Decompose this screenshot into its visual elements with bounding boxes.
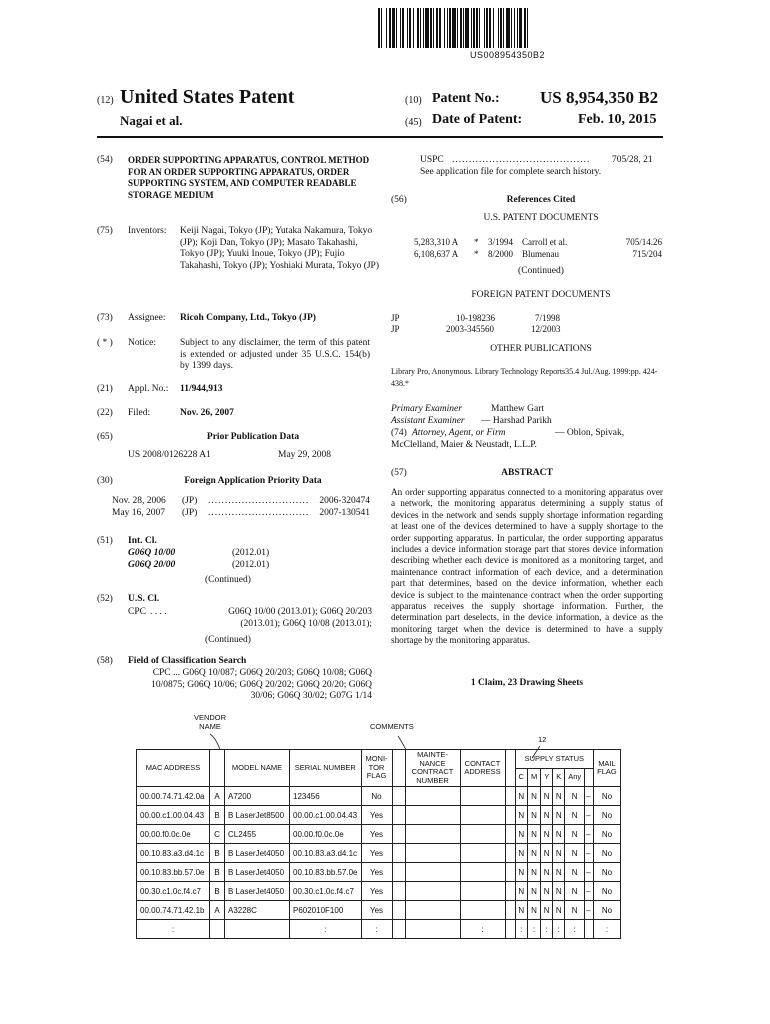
- table-row: [137, 806, 621, 825]
- table-row: [137, 787, 621, 806]
- ellipsis-cell: [392, 920, 405, 939]
- code-21: (21): [97, 384, 113, 394]
- ellipsis-cell: [225, 920, 290, 939]
- supply-more-cell: –: [585, 863, 594, 882]
- supply-y-header: Y: [541, 768, 553, 787]
- ellipsis-cell: :: [594, 920, 621, 939]
- assignee: Ricoh Company, Ltd., Tokyo (JP): [180, 313, 316, 323]
- barcode-gap: [528, 8, 530, 48]
- ellipsis-cell: :: [565, 920, 585, 939]
- foreign-priority-title: Foreign Application Priority Data: [184, 476, 322, 486]
- patent-no-label: Patent No.:: [432, 91, 500, 106]
- vendor-cell: A: [210, 787, 225, 806]
- mac-address-cell: 00.10.83.a3.d4.1c: [137, 844, 210, 863]
- code-notice: ( * ): [97, 338, 113, 348]
- supply-status-cell: N: [553, 787, 565, 806]
- document-type: United States Patent: [120, 86, 295, 108]
- leader-dots: ..............................: [208, 496, 310, 506]
- vendor-cell: B: [210, 806, 225, 825]
- see-application: See application file for complete search history.: [420, 167, 602, 177]
- maintenance-contract-cell: [405, 806, 460, 825]
- mac-address-cell: 00.00.f0.0c.0e: [137, 825, 210, 844]
- contact-address-cell: [460, 901, 505, 920]
- table-row: [137, 901, 621, 920]
- serial-number-cell: 00.30.c1.0c.f4.c7: [290, 882, 362, 901]
- us-doc-date: 8/2000: [488, 249, 514, 259]
- cpc-text: G06Q 10/00 (2013.01); G06Q 20/203 (2013.01); G06Q 10/08 (2013.01);: [228, 607, 372, 629]
- model-name-cell: A7200: [225, 787, 290, 806]
- intcl-title: Int. Cl.: [128, 536, 157, 546]
- supply-status-cell: N: [515, 901, 527, 920]
- vendor-leader-line: [210, 734, 220, 750]
- maintenance-contract-cell: [405, 844, 460, 863]
- abstract-text: An order supporting apparatus connected to a monitoring apparatus over a network, the monitoring apparatus determining a supply status of devices in the network and sends supply shortage information regarding at least one of the devices determined to have a supply shortage to the order supporting apparatus. In particular, the order supporting apparatus includes a device information storage part that stores device information describing whether each device is monitored as a monitoring target, and maintenance contract information of each device, and a determination part that determines, based on the device information, whether each device is subject to the maintenance contract when the order supporting apparatus receives the supply shortage information. Further, the determination part deselects, in the device information, a device as the monitoring target when the device is determined to have a supply shortage by the monitoring apparatus.: [391, 487, 663, 646]
- mail-flag-cell: No: [594, 901, 621, 920]
- patent-number: US 8,954,350 B2: [540, 88, 659, 107]
- mail-flag-cell: No: [594, 825, 621, 844]
- supply-status-cell: N: [515, 787, 527, 806]
- foreign-doc-date: 12/2003: [531, 324, 561, 334]
- claims-drawing-sheets: 1 Claim, 23 Drawing Sheets: [470, 678, 584, 688]
- inventors-short: Nagai et al.: [120, 113, 183, 128]
- us-doc-mark: *: [474, 237, 479, 247]
- vendor-cell: C: [210, 825, 225, 844]
- spacer-cell: [505, 825, 515, 844]
- monitor-flag-cell: Yes: [361, 863, 392, 882]
- code-52: (52): [97, 594, 113, 604]
- code-57: (57): [391, 468, 407, 478]
- supply-status-header: SUPPLY STATUS: [515, 750, 594, 769]
- contact-address-cell: [460, 882, 505, 901]
- foreign-priority-row: [112, 508, 370, 520]
- us-doc-class: 715/204: [632, 249, 662, 259]
- code-73: (73): [97, 313, 113, 323]
- serial-number-cell: 00.10.83.a3.d4.1c: [290, 844, 362, 863]
- monitor-flag-header: MONI- TOR FLAG: [361, 750, 392, 787]
- inventors: Keiji Nagai, Tokyo (JP); Yutaka Nakamura, Tokyo (JP); Koji Dan, Tokyo (JP); Masato Takahashi, Tokyo (JP); Yuuki Inoue, Tokyo (JP); Fujio Takahashi, Tokyo (JP); Yoshiaki Murata, Tokyo (JP): [180, 226, 379, 271]
- prior-pub-title: Prior Publication Data: [206, 432, 300, 442]
- uspc-label: USPC: [420, 155, 444, 165]
- primary-examiner-label: Primary Examiner: [391, 404, 462, 414]
- contact-address-cell: [460, 825, 505, 844]
- supply-k-header: K: [553, 768, 565, 787]
- us-doc-name: Blumenau: [522, 249, 559, 259]
- model-name-cell: B LaserJet4050: [225, 863, 290, 882]
- us-doc-class: 705/14.26: [625, 237, 662, 247]
- supply-status-cell: N: [527, 825, 540, 844]
- table-header-row: [137, 750, 621, 769]
- supply-status-cell: N: [527, 863, 540, 882]
- mac-address-cell: 00.00.74.71.42.0a: [137, 787, 210, 806]
- vendor-cell: B: [210, 844, 225, 863]
- comments-cell: [392, 825, 405, 844]
- comments-cell: [392, 806, 405, 825]
- contact-address-cell: [460, 863, 505, 882]
- header-rule: [97, 136, 663, 138]
- us-docs-continued: (Continued): [518, 266, 564, 276]
- ellipsis-cell: :: [361, 920, 392, 939]
- us-doc-date: 3/1994: [488, 237, 514, 247]
- us-docs-title: U.S. PATENT DOCUMENTS: [483, 213, 599, 223]
- supply-status-cell: N: [565, 787, 585, 806]
- monitor-flag-cell: Yes: [361, 844, 392, 863]
- code-45: (45): [405, 117, 422, 128]
- supply-status-cell: N: [527, 806, 540, 825]
- spacer-cell: [505, 882, 515, 901]
- supply-more-cell: –: [585, 806, 594, 825]
- primary-examiner: Matthew Gart: [491, 404, 545, 414]
- supply-any-header: Any: [565, 768, 585, 787]
- model-name-cell: CL2455: [225, 825, 290, 844]
- attorney: — Oblon, Spivak, McClelland, Maier & Neustadt, L.L.P.: [391, 428, 625, 450]
- prior-pub-number: US 2008/0126228 A1: [128, 450, 211, 460]
- field-search-text: CPC ... G06Q 10/087; G06Q 20/203; G06Q 10/08; G06Q 10/0875; G06Q 10/06; G06Q 20/202; G06Q 20/20; G06Q 30/06; G06Q 30/02; G07G 1/14: [151, 668, 372, 701]
- supply-status-cell: N: [515, 825, 527, 844]
- us-doc-mark: *: [474, 249, 479, 259]
- foreign-doc-country: JP: [391, 313, 400, 323]
- monitor-flag-cell: No: [361, 787, 392, 806]
- monitor-flag-cell: Yes: [361, 806, 392, 825]
- ellipsis-cell: [585, 920, 594, 939]
- mail-flag-cell: No: [594, 844, 621, 863]
- leader-dots: .........................................: [452, 155, 591, 165]
- comments-cell: [392, 863, 405, 882]
- spacer-cell: [505, 806, 515, 825]
- mac-address-cell: 00.00.74.71.42.1b: [137, 901, 210, 920]
- supply-status-cell: N: [527, 787, 540, 806]
- foreign-doc-number: 2003-345560: [446, 324, 494, 334]
- serial-number-cell: P602010F100: [290, 901, 362, 920]
- supply-status-cell: N: [527, 882, 540, 901]
- spacer-cell: [505, 901, 515, 920]
- supply-status-cell: N: [541, 787, 553, 806]
- maintenance-contract-cell: [405, 901, 460, 920]
- supply-status-cell: N: [527, 844, 540, 863]
- supply-status-cell: N: [553, 844, 565, 863]
- supply-status-cell: N: [515, 863, 527, 882]
- spacer-cell: [505, 844, 515, 863]
- supply-status-cell: N: [527, 901, 540, 920]
- comments-label: COMMENTS: [370, 722, 414, 731]
- inventors-label: Inventors:: [128, 226, 167, 236]
- mac-address-cell: 00.10.83.bb.57.0e: [137, 863, 210, 882]
- mail-flag-cell: No: [594, 787, 621, 806]
- supply-status-cell: N: [541, 863, 553, 882]
- ellipsis-row: [137, 920, 621, 939]
- ellipsis-cell: :: [290, 920, 362, 939]
- ellipsis-cell: [210, 920, 225, 939]
- mail-flag-cell: No: [594, 806, 621, 825]
- device-information-table: [136, 749, 621, 939]
- serial-number-cell: 123456: [290, 787, 362, 806]
- patent-date: Feb. 10, 2015: [578, 112, 657, 127]
- model-name-cell: B LaserJet4050: [225, 882, 290, 901]
- notice: Subject to any disclaimer, the term of this patent is extended or adjusted under 35 U.S.C. 154(b) by 1399 days.: [180, 338, 370, 371]
- filed-label: Filed:: [128, 408, 151, 418]
- supply-more-cell: –: [585, 882, 594, 901]
- model-name-cell: B LaserJet8500: [225, 806, 290, 825]
- ref-numeral-12: 12: [538, 735, 547, 744]
- ellipsis-cell: :: [137, 920, 210, 939]
- supply-m-header: M: [527, 768, 540, 787]
- intcl-code: G06Q 10/00: [128, 548, 176, 558]
- supply-status-cell: N: [541, 825, 553, 844]
- supply-status-cell: N: [553, 901, 565, 920]
- supply-status-cell: N: [553, 806, 565, 825]
- supply-more-cell: –: [585, 787, 594, 806]
- supply-status-cell: N: [553, 825, 565, 844]
- code-65: (65): [97, 432, 113, 442]
- supply-status-cell: N: [565, 882, 585, 901]
- priority-country: (JP): [182, 496, 198, 506]
- spacer-header: [505, 750, 515, 787]
- serial-number-cell: 00.00.c1.00.04.43: [290, 806, 362, 825]
- vendor-cell: A: [210, 901, 225, 920]
- ellipsis-cell: :: [541, 920, 553, 939]
- contact-address-cell: [460, 787, 505, 806]
- maintenance-contract-cell: [405, 882, 460, 901]
- uspc-value: 705/28, 21: [612, 155, 653, 165]
- comments-cell: [392, 844, 405, 863]
- supply-status-cell: N: [553, 882, 565, 901]
- priority-number: 2006-320474: [319, 496, 370, 506]
- monitor-flag-cell: Yes: [361, 825, 392, 844]
- abstract-title: ABSTRACT: [501, 468, 553, 478]
- intcl-code: G06Q 20/00: [128, 560, 176, 570]
- appl-label: Appl. No.:: [128, 384, 169, 394]
- other-pubs-text: Library Pro, Anonymous. Library Technology Reports35.4 Jul./Aug. 1999:pp. 424-438.*: [391, 367, 658, 388]
- prior-pub-date: May 29, 2008: [278, 450, 332, 460]
- spacer-cell: [505, 787, 515, 806]
- cpc-label: CPC: [128, 607, 146, 617]
- comments-cell: [392, 882, 405, 901]
- supply-status-cell: N: [541, 844, 553, 863]
- foreign-priority-row: [112, 496, 370, 508]
- contact-address-header: CONTACT ADDRESS: [460, 750, 505, 787]
- mail-flag-cell: No: [594, 882, 621, 901]
- supply-status-cell: N: [565, 863, 585, 882]
- mail-flag-header: MAIL FLAG: [594, 750, 621, 787]
- code-22: (22): [97, 408, 113, 418]
- foreign-doc-number: 10-198236: [456, 313, 495, 323]
- publication-number: US008954350B2: [470, 50, 546, 60]
- supply-status-cell: N: [553, 863, 565, 882]
- supply-status-cell: N: [515, 882, 527, 901]
- intcl-continued: (Continued): [205, 575, 251, 585]
- code-74: (74): [391, 428, 407, 438]
- appl-number: 11/944,913: [180, 384, 223, 394]
- supply-status-cell: N: [565, 901, 585, 920]
- mail-flag-cell: No: [594, 863, 621, 882]
- supply-status-cell: N: [541, 806, 553, 825]
- filed-date: Nov. 26, 2007: [180, 408, 234, 418]
- priority-date: May 16, 2007: [112, 507, 166, 518]
- ellipsis-cell: :: [515, 920, 527, 939]
- maintenance-contract-cell: [405, 825, 460, 844]
- us-doc-number: 6,108,637 A: [414, 249, 459, 259]
- foreign-doc-country: JP: [391, 324, 400, 334]
- monitor-flag-cell: Yes: [361, 882, 392, 901]
- serial-number-header: SERIAL NUMBER: [290, 750, 362, 787]
- barcode: [378, 8, 670, 48]
- contact-address-cell: [460, 806, 505, 825]
- supply-status-cell: N: [515, 844, 527, 863]
- references-title: References Cited: [506, 195, 576, 205]
- spacer-cell: [505, 863, 515, 882]
- priority-number: 2007-130541: [319, 507, 370, 518]
- serial-number-cell: 00.10.83.bb.57.0e: [290, 863, 362, 882]
- supply-status-cell: N: [565, 844, 585, 863]
- vendor-cell: B: [210, 863, 225, 882]
- vendor-name-label: VENDOR NAME: [193, 713, 227, 731]
- comments-cell: [392, 901, 405, 920]
- leader-dots: . . . .: [150, 607, 167, 617]
- supply-status-cell: N: [541, 882, 553, 901]
- supply-status-cell: N: [515, 806, 527, 825]
- comments-header: [392, 750, 405, 787]
- model-name-header: MODEL NAME: [225, 750, 290, 787]
- supply-status-cell: N: [541, 901, 553, 920]
- code-58: (58): [97, 656, 113, 666]
- code-10: (10): [405, 95, 422, 106]
- mac-address-header: MAC ADDRESS: [137, 750, 210, 787]
- supply-more-cell: –: [585, 901, 594, 920]
- priority-country: (JP): [182, 507, 198, 518]
- priority-date: Nov. 28, 2006: [112, 496, 166, 506]
- supply-more-header: [585, 768, 594, 787]
- supply-status-cell: N: [565, 806, 585, 825]
- assistant-examiner-label: Assistant Examiner: [391, 416, 465, 426]
- other-pubs-title: OTHER PUBLICATIONS: [490, 344, 592, 354]
- ellipsis-cell: :: [527, 920, 540, 939]
- supply-c-header: C: [515, 768, 527, 787]
- table-row: [137, 844, 621, 863]
- uscl-continued: (Continued): [205, 635, 251, 645]
- vendor-cell: B: [210, 882, 225, 901]
- ellipsis-cell: [405, 920, 460, 939]
- code-54: (54): [97, 155, 113, 165]
- table-row: [137, 825, 621, 844]
- code-51: (51): [97, 536, 113, 546]
- ellipsis-cell: [505, 920, 515, 939]
- intcl-year: (2012.01): [232, 560, 270, 570]
- notice-label: Notice:: [128, 338, 156, 348]
- contact-address-cell: [460, 844, 505, 863]
- model-name-cell: B LaserJet4050: [225, 844, 290, 863]
- comments-cell: [392, 787, 405, 806]
- patent-title: ORDER SUPPORTING APPARATUS, CONTROL METHOD FOR AN ORDER SUPPORTING APPARATUS, ORDER SUPPORTING SYSTEM, AND COMPUTER READABLE STORAGE MEDIUM: [128, 155, 370, 200]
- vendor-header: [210, 750, 225, 787]
- us-doc-name: Carroll et al.: [522, 237, 568, 247]
- code-12: (12): [97, 95, 114, 106]
- code-30: (30): [97, 476, 113, 486]
- table-row: [137, 882, 621, 901]
- ellipsis-cell: :: [553, 920, 565, 939]
- supply-status-cell: N: [565, 825, 585, 844]
- assistant-examiner: — Harshad Parikh: [481, 416, 552, 426]
- foreign-priority-list: [112, 496, 370, 519]
- supply-more-cell: –: [585, 844, 594, 863]
- maintenance-contract-cell: [405, 863, 460, 882]
- model-name-cell: A3228C: [225, 901, 290, 920]
- intcl-year: (2012.01): [232, 548, 270, 558]
- attorney-label: Attorney, Agent, or Firm: [412, 428, 506, 438]
- maintenance-contract-header: MAINTE- NANCE CONTRACT NUMBER: [405, 750, 460, 787]
- assignee-label: Assignee:: [128, 313, 166, 323]
- table-body: [137, 787, 621, 939]
- date-label: Date of Patent:: [432, 112, 523, 127]
- us-doc-number: 5,283,310 A: [414, 237, 459, 247]
- comments-leader-line: [398, 736, 406, 750]
- ellipsis-cell: :: [460, 920, 505, 939]
- leader-dots: ..............................: [208, 507, 310, 518]
- code-56: (56): [391, 195, 407, 205]
- mac-address-cell: 00.00.c1.00.04.43: [137, 806, 210, 825]
- code-75: (75): [97, 226, 113, 236]
- uscl-title: U.S. Cl.: [128, 594, 160, 604]
- supply-more-cell: –: [585, 825, 594, 844]
- mac-address-cell: 00.30.c1.0c.f4.c7: [137, 882, 210, 901]
- monitor-flag-cell: Yes: [361, 901, 392, 920]
- foreign-docs-title: FOREIGN PATENT DOCUMENTS: [471, 290, 611, 300]
- field-search-title: Field of Classification Search: [128, 656, 247, 666]
- table-row: [137, 863, 621, 882]
- foreign-doc-date: 7/1998: [535, 313, 561, 323]
- serial-number-cell: 00.00.f0.0c.0e: [290, 825, 362, 844]
- maintenance-contract-cell: [405, 787, 460, 806]
